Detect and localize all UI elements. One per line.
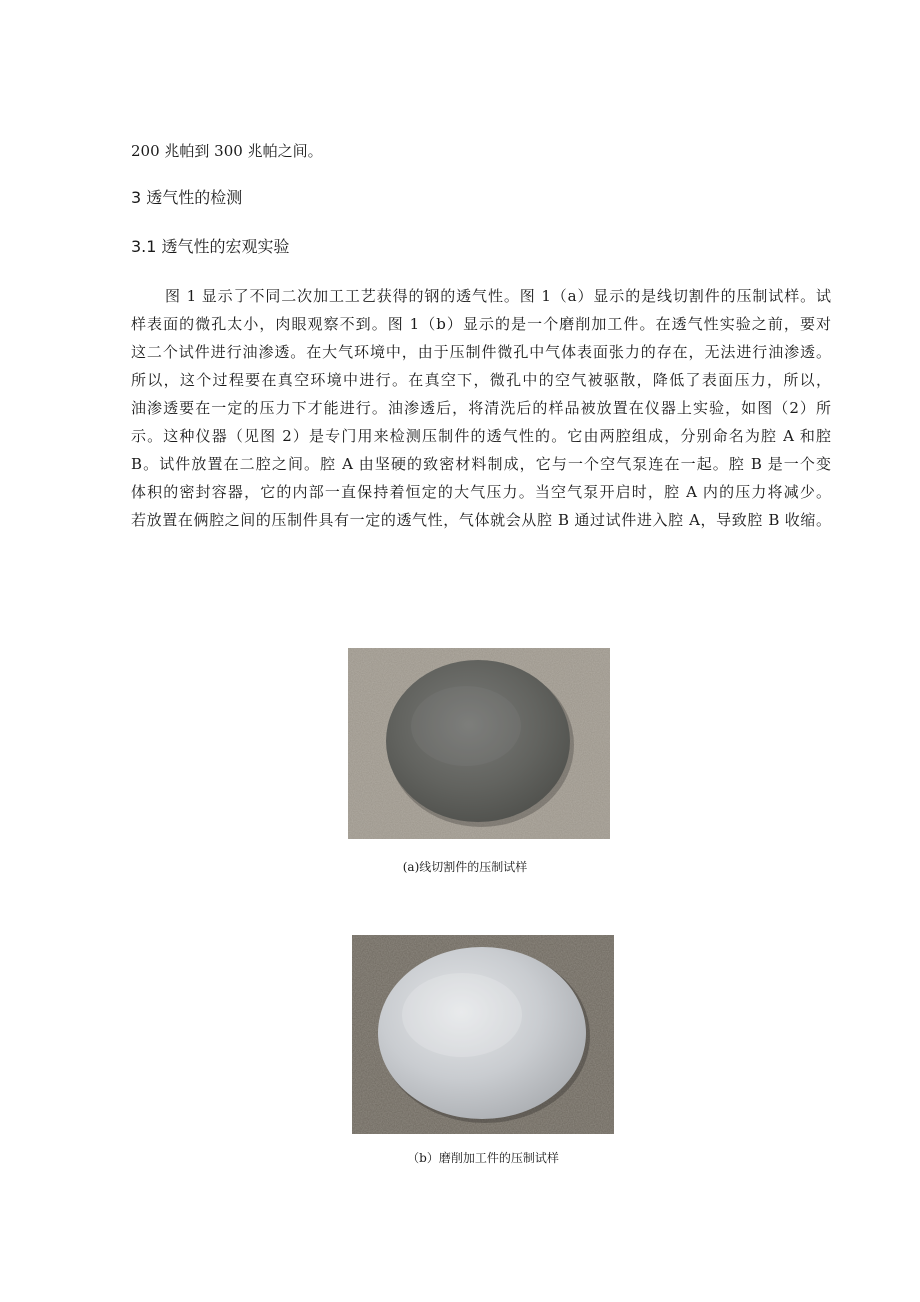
paragraph-line-7: B。试件放置在二腔之间。腔 A 由坚硬的致密材料制成，它与一个空气泵连在一起。腔 B 是一个变 — [131, 455, 831, 473]
figure-a-caption: (a)线切割件的压制试样 — [402, 860, 528, 874]
paragraph-line-6: 示。这种仪器（见图 2）是专门用来检测压制件的透气性的。它由两腔组成，分别命名为腔 A 和腔 — [131, 427, 831, 445]
section-heading: 3 透气性的检测 — [131, 188, 243, 207]
figure-a-photo — [348, 648, 610, 839]
paragraph-line-5: 油渗透要在一定的压力下才能进行。油渗透后，将清洗后的样品被放置在仪器上实验，如图（2）所 — [131, 399, 831, 417]
figure-b-caption: （b）磨削加工件的压制试样 — [407, 1151, 559, 1165]
figure-b-photo — [352, 935, 614, 1134]
paragraph-line-2: 样表面的微孔太小，肉眼观察不到。图 1（b）显示的是一个磨削加工件。在透气性实验之前，要对 — [131, 315, 831, 333]
paragraph-line-8: 体积的密封容器，它的内部一直保持着恒定的大气压力。当空气泵开启时，腔 A 内的压力将减少。 — [131, 483, 831, 501]
subsection-heading: 3.1 透气性的宏观实验 — [131, 237, 290, 256]
paragraph-line-1: 图 1 显示了不同二次加工工艺获得的钢的透气性。图 1（a）显示的是线切割件的压制试样。试 — [165, 287, 831, 305]
paragraph-line-4: 所以，这个过程要在真空环境中进行。在真空下，微孔中的空气被驱散，降低了表面压力，所以， — [131, 371, 831, 389]
paragraph-line-3: 这二个试件进行油渗透。在大气环境中，由于压制件微孔中气体表面张力的存在，无法进行油渗透。 — [131, 343, 831, 361]
continuation-line: 200 兆帕到 300 兆帕之间。 — [131, 142, 323, 160]
paragraph-line-9: 若放置在俩腔之间的压制件具有一定的透气性，气体就会从腔 B 通过试件进入腔 A，导致腔 B 收缩。 — [131, 511, 831, 529]
